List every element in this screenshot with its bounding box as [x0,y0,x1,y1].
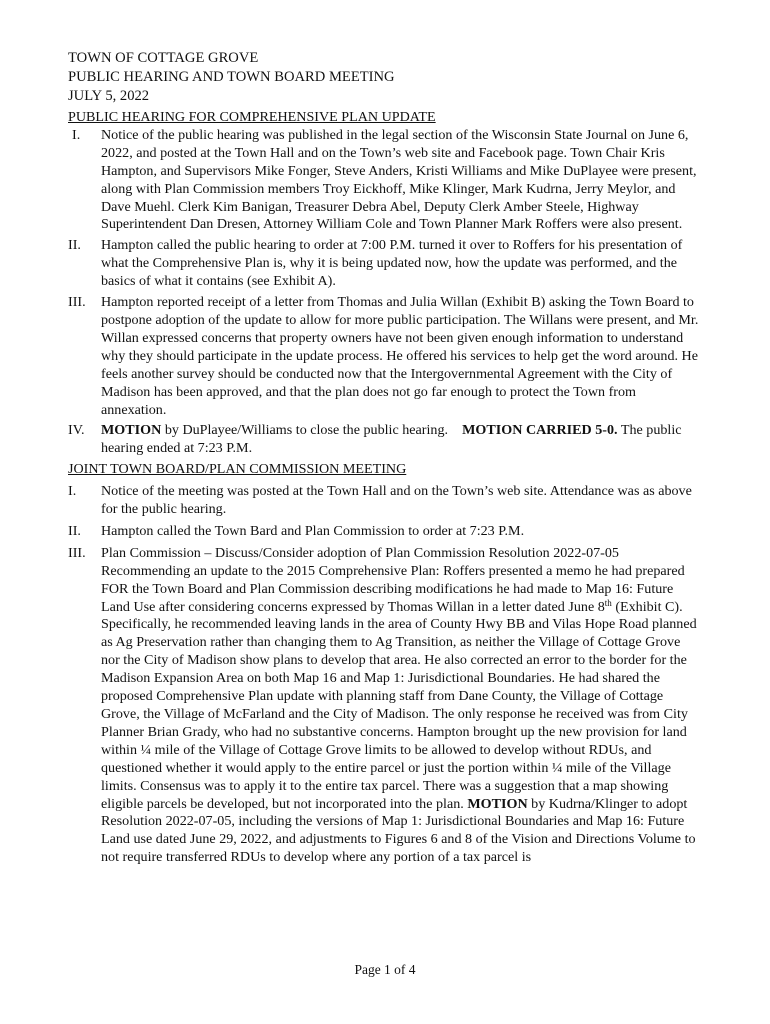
item-number: I. [68,483,77,500]
motion-carried-label: MOTION CARRIED 5-0. [462,422,618,439]
item-text [101,545,700,867]
item-number: III. [68,544,86,561]
meeting-item-3 [68,545,700,867]
item-text-part-1: Plan Commission – Discuss/Consider adoption of Plan Commission Resolution 2022-07-05 Recommending an update to the 2015 Comprehensive Plan: Roffers presented a memo he had prepared FOR the Town Board and Plan Commission describing modifications he had made to Map 16: Future Land Use after considering concerns expressed by Thomas Willan in a letter dated June 8 [101,544,685,615]
motion-label: MOTION [101,422,162,439]
meeting-date: JULY 5, 2022 [68,88,150,104]
town-name: TOWN OF COTTAGE GROVE [68,50,259,66]
public-hearing-title: PUBLIC HEARING FOR COMPREHENSIVE PLAN UPDATE [68,109,436,125]
meeting-item-2 [68,523,700,541]
hearing-end-text: The public hearing ended at 7:23 P.M. [101,422,682,457]
item-number: III. [68,294,86,311]
item-number: II. [68,237,81,254]
motion-label: MOTION [467,795,528,812]
item-text: Hampton called the Town Bard and Plan Commission to order at 7:23 P.M. [101,522,525,539]
item-number: II. [68,522,81,539]
hearing-item-1 [68,127,700,234]
meeting-title: PUBLIC HEARING AND TOWN BOARD MEETING [68,69,395,85]
hearing-item-3 [68,294,700,419]
item-text [101,422,700,458]
item-text: Notice of the public hearing was published in the legal section of the Wisconsin State Journal on June 6, 2022, and posted at the Town Hall and on the Town’s web site and Facebook page. Town Chair Kris Hampton, and Supervisors Mike Fonger, Steve Anders, Kristi Williams and Mike DuPlayee were present, along with Plan Commission members Troy Eickhoff, Mike Klinger, Mark Kudrna, Jerry Meylor, and Dave Muehl. Clerk Kim Banigan, Treasurer Debra Abel, Deputy Clerk Amber Steele, Highway Superintendent Dan Dresen, Attorney William Cole and Town Planner Mark Roffers were also present. [101,126,697,233]
item-text: Hampton reported receipt of a letter from Thomas and Julia Willan (Exhibit B) asking the Town Board to postpone adoption of the update to allow for more public participation. The Willans were present, and Mr. Willan expressed concerns that property owners have not been given enough information to understand why they should participate in the update process. He offered his services to help get the word around. He feels another survey should be conducted now that the Intergovernmental Agreement with the City of Madison has been approved, and that the plan does not go far enough to protect the Town from annexation. [101,294,699,418]
item-number: I. [72,126,81,143]
page-number: Page 1 of 4 [354,962,416,977]
meeting-item-1 [68,483,700,519]
document-content [68,49,700,867]
item-text: Hampton called the public hearing to order at 7:00 P.M. turned it over to Roffers for his presentation of what the Comprehensive Plan is, why it is being updated now, how the update was performed, and the basics of what it contains (see Exhibit A). [101,237,683,290]
motion-text: by DuPlayee/Williams to close the public hearing. [161,422,463,439]
ordinal-suffix: th [604,597,612,608]
item-text-part-3: by Kudrna/Klinger to adopt Resolution 2022-07-05, including the versions of Map 1: Jurisdictional Boundaries and Map 16: Future Land use dated June 29, 2022, and adjustments to Figures 6 and 8 of the Vision and Directions Volume to not require transferred RDUs to develop where any portion of a tax parcel is [101,795,696,866]
item-text: Notice of the meeting was posted at the Town Hall and on the Town’s web site. Attendance was as above for the public hearing. [101,483,692,518]
joint-meeting-title: JOINT TOWN BOARD/PLAN COMMISSION MEETING [68,461,407,478]
hearing-item-2 [68,237,700,291]
item-number: IV. [68,422,85,439]
hearing-item-4 [68,422,700,458]
item-text-part-2: (Exhibit C). Specifically, he recommended leaving lands in the area of County Hwy BB and Vilas Hope Road planned as Ag Preservation rather than changing them to Ag Transition, as neither the Village of Cottage Grove nor the City of Madison show plans to develop that area. He also corrected an error to the border for the Madison Expansion Area on both Map 16 and Map 1: Jurisdictional Boundaries. He had shared the proposed Comprehensive Plan update with planning staff from Dane County, the Village of Cottage Grove, the Village of McFarland and the City of Madison. The only response he received was from City Planner Brian Grady, who had no substantive concerns. Hampton brought up the new provision for land within ¼ mile of the Village of Cottage Grove limits to be allowed to develop without RDUs, and questioned whether it would apply to the entire parcel or just the portion within ¼ mile of the Village limits. Consensus was to apply it to the entire tax parcel. There was a suggestion that a map showing eligible parcels be developed, but not incorporated into the plan. [101,598,697,812]
